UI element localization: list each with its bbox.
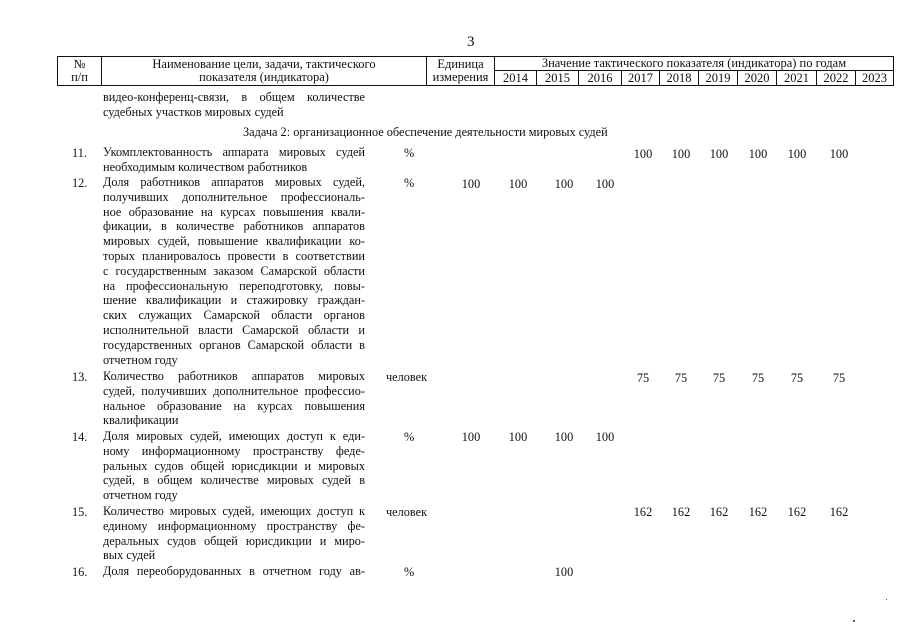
header-col-unit-line2: измерения (432, 70, 489, 84)
table-header (57, 56, 894, 86)
row-value: 100 (554, 565, 574, 579)
description-line: Доля переоборудованных в отчетном году ав- (103, 564, 365, 578)
description-line: фикации, в количестве работников аппаратов (103, 219, 365, 234)
row-number: 12. (72, 176, 88, 190)
header-year: 2020 (738, 71, 777, 86)
row-description (103, 369, 365, 428)
header-year: 2021 (777, 71, 817, 86)
row-unit: % (404, 176, 415, 190)
header-year: 2014 (495, 71, 537, 86)
description-line: ральных судов общей юрисдикции и мировых (103, 458, 365, 473)
page-number: 3 (467, 34, 475, 50)
header-col-num (58, 57, 102, 86)
row-value: 162 (748, 505, 768, 519)
description-line: с государственным заказом Самарской области (103, 263, 365, 278)
description-line: отчетном году (103, 488, 178, 503)
row-unit: человек (386, 505, 428, 519)
row-value: 162 (633, 505, 653, 519)
header-year: 2019 (699, 71, 738, 86)
description-line: вых судей (103, 548, 156, 563)
description-line: получивших дополнительное профессиональ- (103, 189, 365, 204)
scan-speck (886, 599, 887, 600)
row-number: 13. (72, 370, 88, 384)
row-value: 75 (832, 371, 846, 385)
description-line: Количество работников аппаратов мировых (103, 369, 365, 383)
row-value: 100 (709, 147, 729, 161)
description-line: торых планировалось провести в соответствии (103, 248, 365, 263)
row-value: 75 (712, 371, 726, 385)
row-description (103, 429, 365, 503)
row-description (103, 564, 365, 579)
description-line: мировых судей, повышение квалификации ко- (103, 234, 365, 249)
header-col-num-line1: № (73, 57, 86, 71)
header-col-name (102, 57, 427, 86)
row-value: 100 (508, 430, 528, 444)
row-unit: человек (386, 370, 428, 384)
header-col-num-line2: п/п (71, 70, 88, 84)
header-year: 2015 (537, 71, 579, 86)
description-line: необходимым количеством работников (103, 159, 308, 174)
row-value: 100 (748, 147, 768, 161)
scan-speck (853, 620, 855, 622)
row-value: 100 (671, 147, 691, 161)
continuation-line: видео-конференц-связи, в общем количестве (103, 90, 365, 104)
description-line: ному информационному пространству феде- (103, 443, 365, 458)
description-line: отчетном году (103, 352, 178, 367)
row-value: 100 (461, 177, 481, 191)
row-number: 14. (72, 430, 88, 444)
description-line: на профессиональную переподготовку, повы- (103, 278, 365, 293)
row-value: 100 (508, 177, 528, 191)
row-value: 100 (554, 177, 574, 191)
description-line: Количество мировых судей, имеющих доступ к (103, 504, 365, 518)
header-year: 2016 (579, 71, 622, 86)
row-value: 162 (709, 505, 729, 519)
row-value: 100 (787, 147, 807, 161)
row-unit: % (404, 565, 415, 579)
task-heading: Задача 2: организационное обеспечение деятельности мировых судей (243, 125, 608, 139)
row-value: 75 (751, 371, 765, 385)
row-description (103, 504, 365, 563)
row-number: 11. (72, 146, 87, 160)
row-value: 100 (595, 430, 615, 444)
description-line: ное образование на курсах повышения квали- (103, 204, 365, 219)
row-unit: % (404, 430, 415, 444)
row-description (103, 145, 365, 175)
row-value: 100 (633, 147, 653, 161)
row-unit: % (404, 146, 415, 160)
row-value: 162 (671, 505, 691, 519)
header-year: 2022 (817, 71, 856, 86)
row-value: 162 (829, 505, 849, 519)
row-value: 162 (787, 505, 807, 519)
description-line: единому информационному пространству фе- (103, 518, 365, 533)
continuation-text (103, 90, 365, 120)
row-value: 75 (636, 371, 650, 385)
description-line: Доля мировых судей, имеющих доступ к еди- (103, 429, 365, 443)
description-line: судей, в общем количестве мировых судей в (103, 473, 365, 488)
header-year: 2018 (660, 71, 699, 86)
description-line: квалификации (103, 413, 179, 428)
description-line: Укомплектованность аппарата мировых судей (103, 145, 365, 159)
header-col-name-line1: Наименование цели, задачи, тактического (152, 57, 376, 71)
header-year: 2023 (856, 71, 894, 86)
row-value: 75 (790, 371, 804, 385)
description-line: исполнительной власти Самарской области и (103, 322, 365, 337)
row-value: 100 (461, 430, 481, 444)
row-description (103, 175, 365, 367)
description-line: деральных судов общей юрисдикции и миро- (103, 533, 365, 548)
row-value: 100 (829, 147, 849, 161)
header-col-unit (427, 57, 495, 86)
continuation-line: судебных участков мировых судей (103, 104, 284, 119)
header-col-unit-line1: Единица (437, 57, 484, 71)
description-line: судей, получивших дополнительное профессио- (103, 383, 365, 398)
description-line: ских служащих Самарской области органов (103, 308, 365, 323)
row-value: 100 (595, 177, 615, 191)
description-line: нальное образование на курсах повышения (103, 398, 365, 413)
row-value: 100 (554, 430, 574, 444)
row-number: 16. (72, 565, 88, 579)
description-line: шение квалификации и стажировку граждан- (103, 293, 365, 308)
description-line: Доля работников аппаратов мировых судей, (103, 175, 365, 189)
header-year: 2017 (622, 71, 660, 86)
description-line: государственных органов Самарской области в (103, 337, 365, 352)
header-col-name-line2: показателя (индикатора) (199, 70, 329, 84)
row-number: 15. (72, 505, 88, 519)
row-value: 75 (674, 371, 688, 385)
header-col-values: Значение тактического показателя (индикатора) по годам (495, 57, 894, 71)
